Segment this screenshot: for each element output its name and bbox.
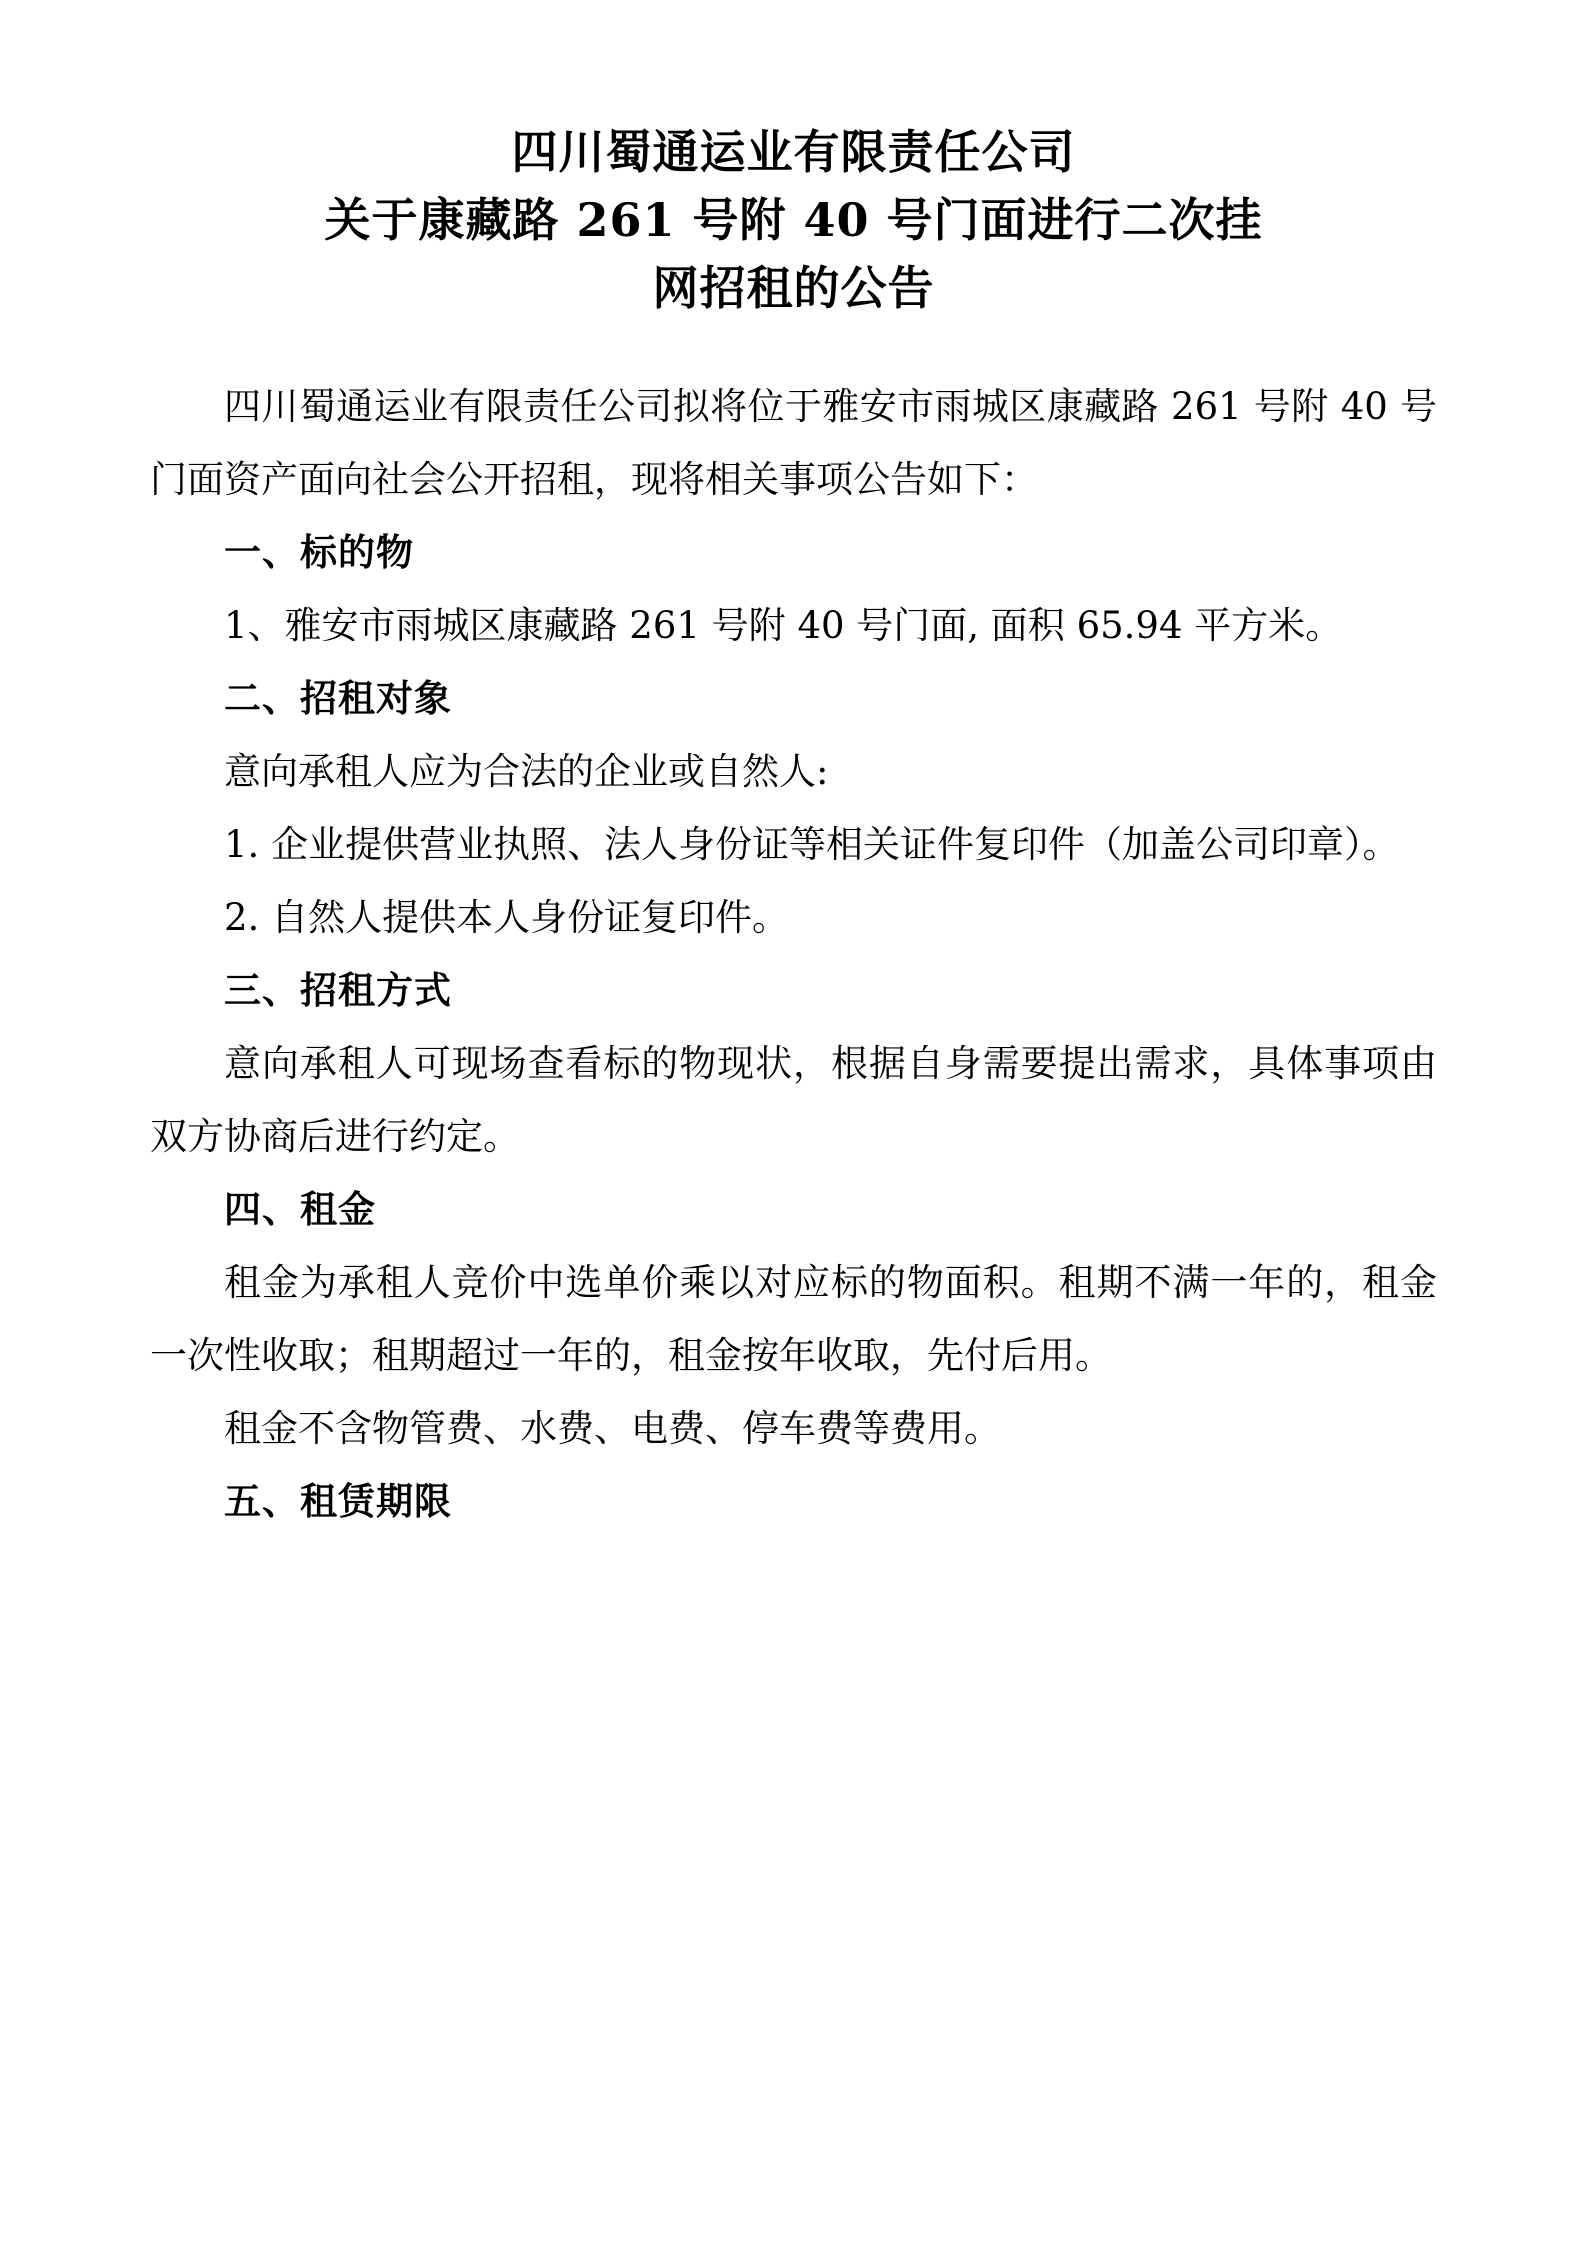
- body-paragraph-intro: 四川蜀通运业有限责任公司拟将位于雅安市雨城区康藏路 261 号附 40 号门面资产面向社会公开招租，现将相关事项公告如下：: [150, 385, 1437, 501]
- title-line-3: 网招租的公告: [652, 261, 935, 315]
- body-paragraph-rent: 租金为承租人竞价中选单价乘以对应标的物面积。租期不满一年的，租金一次性收取；租期超过一年的，租金按年收取，先付后用。: [150, 1261, 1437, 1377]
- body-paragraph-rent-exclusions: 租金不含物管费、水费、电费、停车费等费用。: [224, 1407, 1001, 1450]
- body-paragraph-tenant-intro: 意向承租人应为合法的企业或自然人:: [224, 750, 829, 793]
- document-body: [150, 370, 1437, 1538]
- section-heading-3: 三、招租方式: [224, 969, 452, 1012]
- section-heading-5: 五、租赁期限: [224, 1480, 452, 1523]
- title-line-2: 关于康藏路 261 号附 40 号门面进行二次挂: [324, 193, 1263, 247]
- body-paragraph-subject: 1、雅安市雨城区康藏路 261 号附 40 号门面, 面积 65.94 平方米。: [224, 604, 1343, 647]
- page-title: [190, 118, 1397, 322]
- body-paragraph-tenant-individual: 2. 自然人提供本人身份证复印件。: [224, 896, 790, 939]
- body-paragraph-tenant-company: 1. 企业提供营业执照、法人身份证等相关证件复印件（加盖公司印章）。: [224, 823, 1400, 866]
- section-heading-1: 一、标的物: [224, 531, 414, 574]
- document-title-block: [150, 118, 1437, 322]
- section-heading-4: 四、租金: [224, 1188, 376, 1231]
- title-line-1: 四川蜀通运业有限责任公司: [511, 125, 1076, 179]
- section-heading-2: 二、招租对象: [224, 677, 452, 720]
- body-paragraph-method: 意向承租人可现场查看标的物现状，根据自身需要提出需求，具体事项由双方协商后进行约定。: [150, 1042, 1437, 1158]
